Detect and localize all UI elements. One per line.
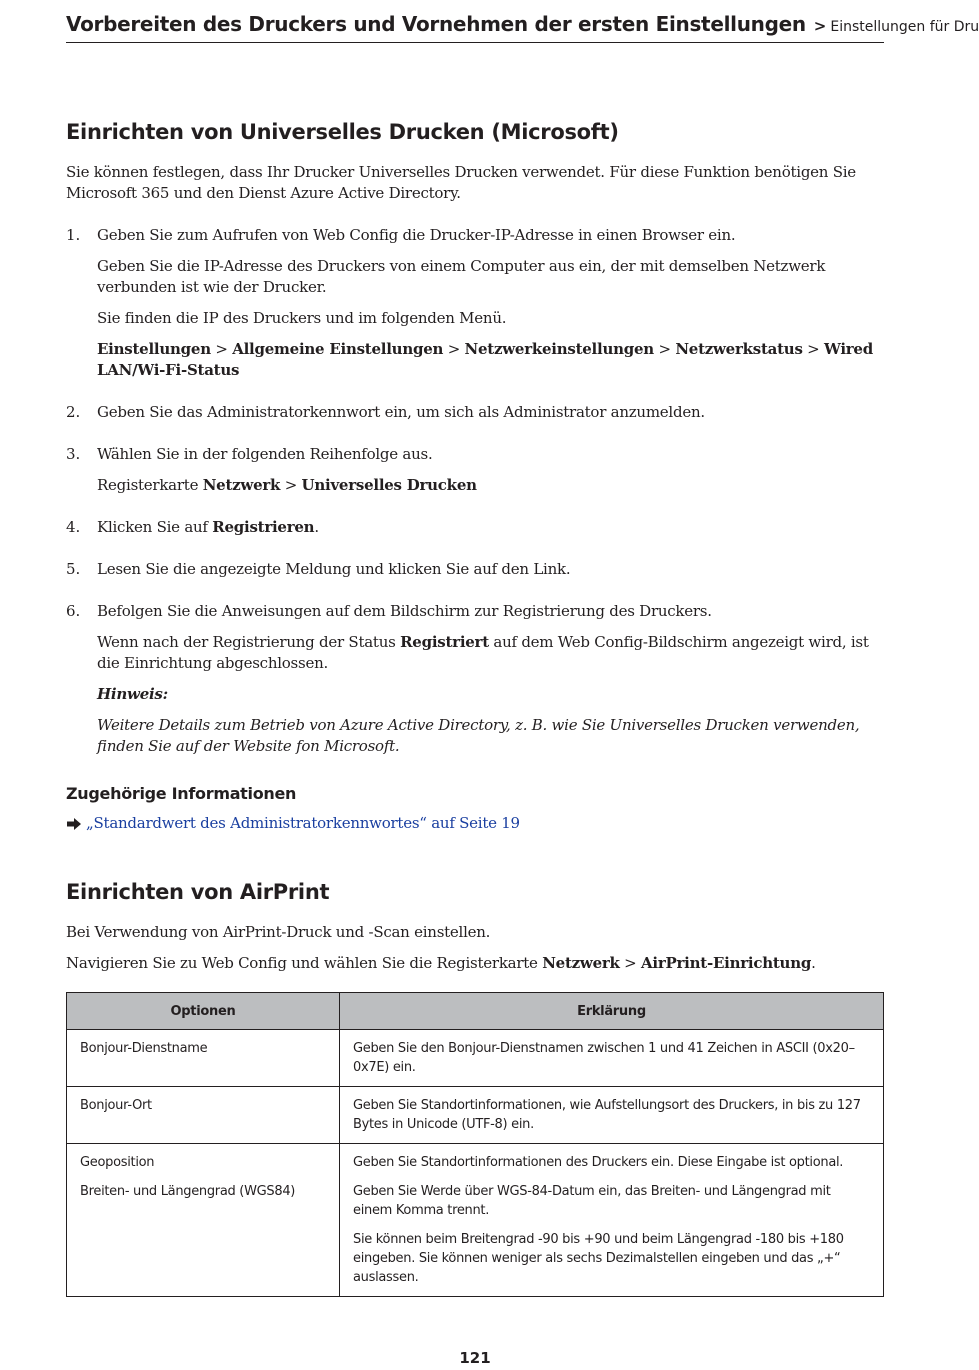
step-text: Geben Sie das Administratorkennwort ein, um sich als Administrator anzumelden. <box>97 403 705 421</box>
explanation-cell: Geben Sie Standortinformationen des Druckers ein. Diese Eingabe ist optional. Geben Sie Werde über WGS-84-Datum ein, das Breiten- und Längengrad mit einem Komma trennt. Sie können beim Breitengrad -90 bis +90 und beim Längengrad -180 bis +180 eingeben. Sie können weniger als sechs Dezimalstellen eingeben und das „+“ auslassen. <box>340 1144 884 1297</box>
step-number: 3. <box>66 445 81 463</box>
step-1 <box>66 225 884 381</box>
column-header-explanation: Erklärung <box>340 993 884 1030</box>
step-6 <box>66 601 884 757</box>
note <box>97 684 884 757</box>
column-header-options: Optionen <box>67 993 340 1030</box>
related-info <box>66 783 884 834</box>
menu-path-item: Wired LAN/Wi-Fi-Status <box>97 340 873 379</box>
step-text: Klicken Sie auf Registrieren. <box>97 518 319 536</box>
related-link-row <box>66 813 884 834</box>
airprint-navigation: Navigieren Sie zu Web Config und wählen Sie die Registerkarte Netzwerk > AirPrint-Einrichtung. <box>66 954 816 972</box>
universal-print-intro: Sie können festlegen, dass Ihr Drucker Universelles Drucken verwendet. Für diese Funktion benötigen Sie Microsoft 365 und den Dienst Azure Active Directory. <box>66 163 856 202</box>
step-5 <box>66 559 884 580</box>
note-title: Hinweis: <box>97 685 168 703</box>
table-row <box>67 1030 884 1087</box>
note-text: Weitere Details zum Betrieb von Azure Active Directory, z. B. wie Sie Universelles Drucken verwenden, finden Sie auf der Website fon Microsoft. <box>97 716 860 755</box>
explanation-cell: Geben Sie den Bonjour-Dienstnamen zwischen 1 und 41 Zeichen in ASCII (0x20–0x7E) ein. <box>340 1030 884 1087</box>
airprint-intro: Bei Verwendung von AirPrint-Druck und -Scan einstellen. <box>66 923 491 941</box>
option-cell: Geoposition Breiten- und Längengrad (WGS84) <box>67 1144 340 1297</box>
universal-print-heading: Einrichten von Universelles Drucken (Microsoft) <box>66 120 619 144</box>
explanation-cell: Geben Sie Standortinformationen, wie Aufstellungsort des Druckers, in bis zu 127 Bytes in Unicode (UTF-8) ein. <box>340 1087 884 1144</box>
menu-path-item: Allgemeine Einstellungen <box>232 340 444 358</box>
step-4 <box>66 517 884 538</box>
step-text: Befolgen Sie die Anweisungen auf dem Bildschirm zur Registrierung des Druckers. <box>97 602 712 620</box>
step-detail: Registerkarte Netzwerk > Universelles Drucken <box>97 476 477 494</box>
step-text: Lesen Sie die angezeigte Meldung und klicken Sie auf den Link. <box>97 560 571 578</box>
menu-path: Einstellungen > Allgemeine Einstellungen > Netzwerkeinstellungen > Netzwerkstatus > Wired LAN/Wi-Fi-Status <box>97 340 873 379</box>
option-cell: Bonjour-Dienstname <box>67 1030 340 1087</box>
table-row <box>67 1144 884 1297</box>
chapter-title: Vorbereiten des Druckers und Vornehmen der ersten Einstellungen <box>66 12 806 36</box>
airprint-options-table <box>66 992 884 1297</box>
related-info-heading: Zugehörige Informationen <box>66 784 297 803</box>
table-header-row <box>67 993 884 1030</box>
running-header <box>66 12 979 43</box>
step-number: 5. <box>66 560 81 578</box>
step-number: 6. <box>66 602 81 620</box>
step-number: 2. <box>66 403 81 421</box>
menu-path-item: Netzwerkstatus <box>675 340 803 358</box>
page-number: 121 <box>459 1349 491 1367</box>
step-detail: Sie finden die IP des Druckers und im folgenden Menü. <box>97 309 507 327</box>
menu-path-item: Netzwerkeinstellungen <box>464 340 654 358</box>
step-number: 4. <box>66 518 81 536</box>
step-3 <box>66 444 884 496</box>
step-number: 1. <box>66 226 81 244</box>
option-cell: Bonjour-Ort <box>67 1087 340 1144</box>
section-title: Einstellungen für Dru <box>830 19 979 35</box>
admin-password-link[interactable]: „Standardwert des Administratorkennwortes“ auf Seite 19 <box>86 814 520 832</box>
arrow-right-icon <box>66 817 82 831</box>
step-detail: Wenn nach der Registrierung der Status Registriert auf dem Web Config-Bildschirm angezeigt wird, ist die Einrichtung abgeschlossen. <box>97 633 869 672</box>
step-text: Wählen Sie in der folgenden Reihenfolge aus. <box>97 445 433 463</box>
step-detail: Geben Sie die IP-Adresse des Druckers von einem Computer aus ein, der mit demselben Netzwerk verbunden ist wie der Drucker. <box>97 257 826 296</box>
header-separator: > <box>813 17 827 35</box>
table-row <box>67 1087 884 1144</box>
menu-path-item: Einstellungen <box>97 340 211 358</box>
page-content <box>66 118 884 1297</box>
step-text: Geben Sie zum Aufrufen von Web Config die Drucker-IP-Adresse in einen Browser ein. <box>97 226 736 244</box>
airprint-heading: Einrichten von AirPrint <box>66 880 330 904</box>
step-2 <box>66 402 884 423</box>
setup-steps <box>66 225 884 757</box>
